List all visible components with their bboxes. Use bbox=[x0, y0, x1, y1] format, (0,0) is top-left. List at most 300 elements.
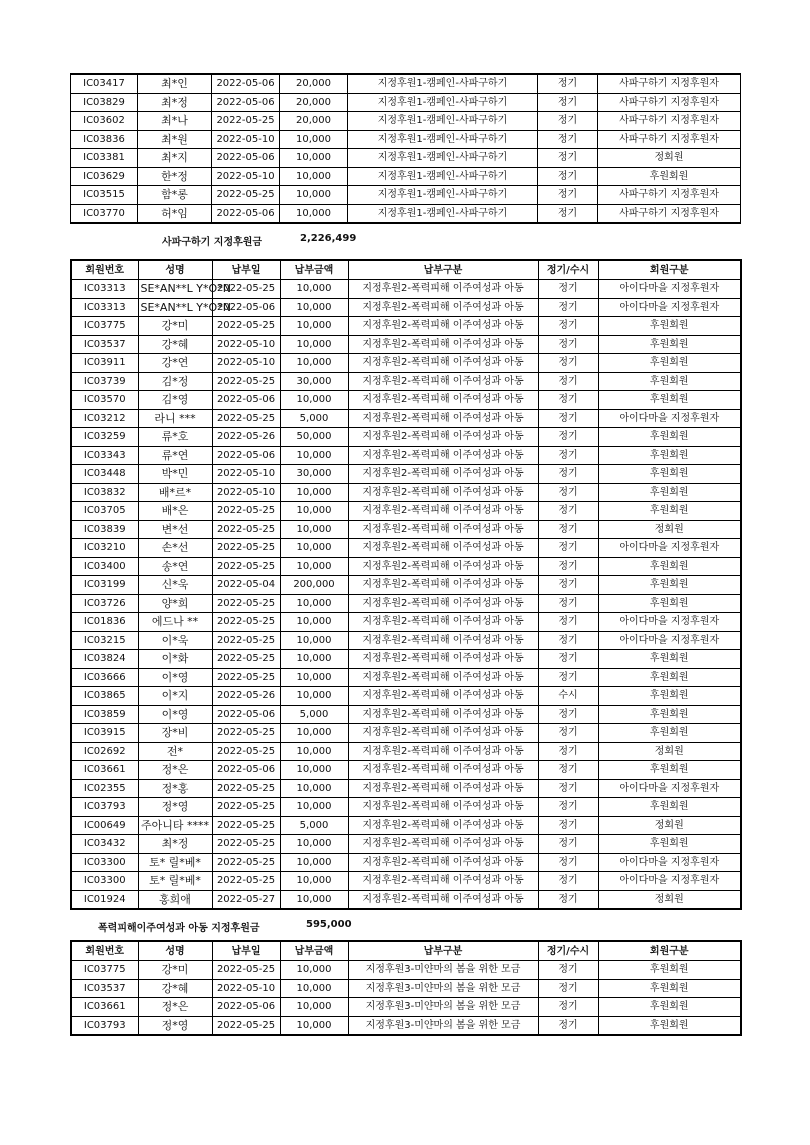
table-row bbox=[71, 539, 741, 558]
cell-date: 2022-05-25 bbox=[212, 779, 280, 798]
cell-date: 2022-05-27 bbox=[212, 890, 280, 909]
cell-member-id: IC03666 bbox=[71, 668, 138, 687]
cell-amount: 5,000 bbox=[280, 816, 348, 835]
header-member-id: 회원번호 bbox=[71, 941, 138, 961]
cell-amount: 10,000 bbox=[280, 853, 348, 872]
cell-member-id: IC03839 bbox=[71, 520, 138, 539]
cell-member-type: 후원회원 bbox=[598, 668, 741, 687]
cell-amount: 10,000 bbox=[280, 1016, 348, 1035]
cell-name: 전* bbox=[138, 742, 212, 761]
table-row bbox=[71, 93, 741, 112]
cell-date: 2022-05-25 bbox=[212, 668, 280, 687]
cell-amount: 10,000 bbox=[280, 687, 348, 706]
cell-frequency: 정기 bbox=[538, 576, 598, 595]
cell-member-id: IC03775 bbox=[71, 961, 138, 980]
table-row bbox=[71, 631, 741, 650]
table-row bbox=[71, 872, 741, 891]
table-row bbox=[71, 961, 741, 980]
cell-category: 지정후원2-폭력피해 이주여성과 아동 bbox=[348, 798, 538, 817]
cell-name: 이*지 bbox=[138, 687, 212, 706]
cell-frequency: 정기 bbox=[538, 167, 598, 186]
cell-name: 허*임 bbox=[138, 204, 212, 223]
cell-member-id: IC03865 bbox=[71, 687, 138, 706]
cell-category: 지정후원2-폭력피해 이주여성과 아동 bbox=[348, 446, 538, 465]
cell-category: 지정후원2-폭력피해 이주여성과 아동 bbox=[348, 705, 538, 724]
table-row bbox=[71, 204, 741, 223]
cell-member-id: IC03836 bbox=[71, 130, 138, 149]
cell-member-type: 후원회원 bbox=[598, 979, 741, 998]
cell-name: 함*롱 bbox=[138, 186, 212, 205]
table-row bbox=[71, 816, 741, 835]
donation-table-myanmar bbox=[70, 940, 742, 1036]
header-frequency: 정기/수시 bbox=[538, 941, 598, 961]
cell-date: 2022-05-06 bbox=[212, 204, 280, 223]
cell-amount: 50,000 bbox=[280, 428, 348, 447]
cell-member-id: IC03915 bbox=[71, 724, 138, 743]
cell-date: 2022-05-10 bbox=[212, 354, 280, 373]
cell-category: 지정후원2-폭력피해 이주여성과 아동 bbox=[348, 483, 538, 502]
cell-amount: 30,000 bbox=[280, 465, 348, 484]
cell-member-id: IC03793 bbox=[71, 1016, 138, 1035]
cell-category: 지정후원1-캠페인-사파구하기 bbox=[348, 130, 538, 149]
header-name: 성명 bbox=[138, 260, 212, 280]
cell-name: 이*영 bbox=[138, 668, 212, 687]
cell-member-id: IC03313 bbox=[71, 280, 138, 299]
table-row bbox=[71, 979, 741, 998]
cell-date: 2022-05-25 bbox=[212, 502, 280, 521]
cell-category: 지정후원2-폭력피해 이주여성과 아동 bbox=[348, 761, 538, 780]
cell-member-id: IC03824 bbox=[71, 650, 138, 669]
cell-frequency: 정기 bbox=[538, 779, 598, 798]
cell-member-id: IC03537 bbox=[71, 335, 138, 354]
table-row bbox=[71, 74, 741, 93]
cell-member-type: 후원회원 bbox=[598, 483, 741, 502]
cell-member-type: 아이다마을 지정후원자 bbox=[598, 280, 741, 299]
table-row bbox=[71, 613, 741, 632]
cell-name: 강*미 bbox=[138, 317, 212, 336]
cell-date: 2022-05-06 bbox=[212, 149, 280, 168]
cell-date: 2022-05-06 bbox=[212, 298, 280, 317]
table-row bbox=[71, 502, 741, 521]
cell-date: 2022-05-10 bbox=[212, 130, 280, 149]
cell-frequency: 수시 bbox=[538, 687, 598, 706]
cell-name: 류*호 bbox=[138, 428, 212, 447]
cell-date: 2022-05-04 bbox=[212, 576, 280, 595]
cell-member-id: IC03537 bbox=[71, 979, 138, 998]
cell-date: 2022-05-25 bbox=[212, 372, 280, 391]
cell-member-id: IC01924 bbox=[71, 890, 138, 909]
cell-member-type: 후원회원 bbox=[598, 724, 741, 743]
subtotal-value: 595,000 bbox=[306, 919, 352, 930]
cell-amount: 5,000 bbox=[280, 705, 348, 724]
table-body bbox=[71, 280, 741, 910]
table-row bbox=[71, 890, 741, 909]
cell-date: 2022-05-06 bbox=[212, 391, 280, 410]
cell-amount: 200,000 bbox=[280, 576, 348, 595]
table-row bbox=[71, 520, 741, 539]
cell-member-id: IC03829 bbox=[71, 93, 138, 112]
cell-member-type: 후원회원 bbox=[598, 761, 741, 780]
cell-category: 지정후원2-폭력피해 이주여성과 아동 bbox=[348, 687, 538, 706]
header-row bbox=[71, 941, 741, 961]
table-row bbox=[71, 853, 741, 872]
table-row bbox=[71, 149, 741, 168]
table-row bbox=[71, 354, 741, 373]
cell-name: 신*욱 bbox=[138, 576, 212, 595]
cell-name: 최*정 bbox=[138, 93, 212, 112]
cell-name: 최*원 bbox=[138, 130, 212, 149]
cell-category: 지정후원2-폭력피해 이주여성과 아동 bbox=[348, 317, 538, 336]
cell-date: 2022-05-25 bbox=[212, 835, 280, 854]
cell-member-id: IC03570 bbox=[71, 391, 138, 410]
cell-frequency: 정기 bbox=[538, 998, 598, 1017]
cell-name: 송*연 bbox=[138, 557, 212, 576]
cell-amount: 10,000 bbox=[280, 890, 348, 909]
cell-amount: 10,000 bbox=[280, 798, 348, 817]
cell-frequency: 정기 bbox=[538, 835, 598, 854]
cell-frequency: 정기 bbox=[538, 705, 598, 724]
cell-date: 2022-05-25 bbox=[212, 317, 280, 336]
cell-name: 에드나 ** bbox=[138, 613, 212, 632]
cell-date: 2022-05-06 bbox=[212, 446, 280, 465]
cell-amount: 10,000 bbox=[280, 594, 348, 613]
cell-name: 강*연 bbox=[138, 354, 212, 373]
cell-category: 지정후원2-폭력피해 이주여성과 아동 bbox=[348, 372, 538, 391]
cell-frequency: 정기 bbox=[538, 335, 598, 354]
cell-name: 배*은 bbox=[138, 502, 212, 521]
cell-category: 지정후원1-캠페인-사파구하기 bbox=[348, 186, 538, 205]
cell-member-id: IC03381 bbox=[71, 149, 138, 168]
table-header bbox=[71, 260, 741, 280]
cell-frequency: 정기 bbox=[538, 372, 598, 391]
cell-member-type: 후원회원 bbox=[598, 446, 741, 465]
cell-member-type: 사파구하기 지정후원자 bbox=[598, 186, 741, 205]
cell-member-type: 후원회원 bbox=[598, 502, 741, 521]
cell-member-type: 후원회원 bbox=[598, 576, 741, 595]
cell-category: 지정후원1-캠페인-사파구하기 bbox=[348, 204, 538, 223]
table-row bbox=[71, 668, 741, 687]
cell-amount: 10,000 bbox=[280, 130, 348, 149]
cell-date: 2022-05-25 bbox=[212, 112, 280, 131]
cell-name: 이*화 bbox=[138, 650, 212, 669]
table-row bbox=[71, 705, 741, 724]
cell-category: 지정후원3-미얀마의 봄을 위한 모금 bbox=[348, 998, 538, 1017]
cell-amount: 10,000 bbox=[280, 167, 348, 186]
cell-frequency: 정기 bbox=[538, 961, 598, 980]
cell-amount: 10,000 bbox=[280, 149, 348, 168]
cell-member-type: 후원회원 bbox=[598, 1016, 741, 1035]
cell-name: 최*나 bbox=[138, 112, 212, 131]
table-row bbox=[71, 391, 741, 410]
cell-frequency: 정기 bbox=[538, 650, 598, 669]
cell-amount: 10,000 bbox=[280, 335, 348, 354]
cell-amount: 10,000 bbox=[280, 317, 348, 336]
table-row bbox=[71, 186, 741, 205]
cell-name: 강*혜 bbox=[138, 979, 212, 998]
cell-member-type: 사파구하기 지정후원자 bbox=[598, 74, 741, 93]
table-row bbox=[71, 167, 741, 186]
cell-frequency: 정기 bbox=[538, 613, 598, 632]
cell-frequency: 정기 bbox=[538, 186, 598, 205]
cell-name: SE*AN**L Y*O*N bbox=[138, 298, 212, 317]
cell-amount: 20,000 bbox=[280, 93, 348, 112]
header-category: 납부구분 bbox=[348, 941, 538, 961]
cell-category: 지정후원2-폭력피해 이주여성과 아동 bbox=[348, 465, 538, 484]
table-row bbox=[71, 465, 741, 484]
cell-member-type: 사파구하기 지정후원자 bbox=[598, 112, 741, 131]
cell-category: 지정후원1-캠페인-사파구하기 bbox=[348, 112, 538, 131]
cell-amount: 30,000 bbox=[280, 372, 348, 391]
cell-frequency: 정기 bbox=[538, 280, 598, 299]
cell-member-id: IC03793 bbox=[71, 798, 138, 817]
cell-member-type: 아이다마을 지정후원자 bbox=[598, 409, 741, 428]
cell-frequency: 정기 bbox=[538, 557, 598, 576]
cell-frequency: 정기 bbox=[538, 761, 598, 780]
cell-member-id: IC03770 bbox=[71, 204, 138, 223]
cell-member-id: IC03448 bbox=[71, 465, 138, 484]
cell-category: 지정후원2-폭력피해 이주여성과 아동 bbox=[348, 816, 538, 835]
cell-name: 정*은 bbox=[138, 761, 212, 780]
cell-amount: 10,000 bbox=[280, 872, 348, 891]
cell-amount: 10,000 bbox=[280, 539, 348, 558]
cell-member-id: IC03705 bbox=[71, 502, 138, 521]
cell-member-type: 아이다마을 지정후원자 bbox=[598, 613, 741, 632]
cell-date: 2022-05-25 bbox=[212, 798, 280, 817]
cell-member-id: IC03400 bbox=[71, 557, 138, 576]
header-name: 성명 bbox=[138, 941, 212, 961]
cell-category: 지정후원2-폭력피해 이주여성과 아동 bbox=[348, 557, 538, 576]
cell-member-id: IC03775 bbox=[71, 317, 138, 336]
cell-amount: 10,000 bbox=[280, 186, 348, 205]
cell-category: 지정후원2-폭력피해 이주여성과 아동 bbox=[348, 650, 538, 669]
table-row bbox=[71, 483, 741, 502]
subtotal-value: 2,226,499 bbox=[300, 233, 357, 244]
cell-frequency: 정기 bbox=[538, 149, 598, 168]
cell-member-id: IC03215 bbox=[71, 631, 138, 650]
cell-amount: 10,000 bbox=[280, 502, 348, 521]
cell-member-type: 후원회원 bbox=[598, 354, 741, 373]
cell-frequency: 정기 bbox=[538, 816, 598, 835]
table-row bbox=[71, 280, 741, 299]
cell-name: 주아니타 **** bbox=[138, 816, 212, 835]
table-body bbox=[71, 74, 741, 223]
cell-frequency: 정기 bbox=[538, 93, 598, 112]
cell-name: 박*민 bbox=[138, 465, 212, 484]
table-row bbox=[71, 446, 741, 465]
cell-category: 지정후원2-폭력피해 이주여성과 아동 bbox=[348, 835, 538, 854]
cell-frequency: 정기 bbox=[538, 979, 598, 998]
table-row bbox=[71, 409, 741, 428]
cell-member-type: 후원회원 bbox=[598, 705, 741, 724]
cell-name: 최*지 bbox=[138, 149, 212, 168]
cell-frequency: 정기 bbox=[538, 204, 598, 223]
cell-date: 2022-05-06 bbox=[212, 705, 280, 724]
cell-amount: 10,000 bbox=[280, 668, 348, 687]
table-row bbox=[71, 779, 741, 798]
cell-category: 지정후원1-캠페인-사파구하기 bbox=[348, 93, 538, 112]
table-row bbox=[71, 557, 741, 576]
cell-category: 지정후원2-폭력피해 이주여성과 아동 bbox=[348, 724, 538, 743]
cell-frequency: 정기 bbox=[538, 298, 598, 317]
cell-date: 2022-05-10 bbox=[212, 465, 280, 484]
cell-name: 류*연 bbox=[138, 446, 212, 465]
header-frequency: 정기/수시 bbox=[538, 260, 598, 280]
cell-category: 지정후원2-폭력피해 이주여성과 아동 bbox=[348, 409, 538, 428]
cell-category: 지정후원2-폭력피해 이주여성과 아동 bbox=[348, 280, 538, 299]
cell-date: 2022-05-10 bbox=[212, 483, 280, 502]
cell-name: 한*정 bbox=[138, 167, 212, 186]
cell-date: 2022-05-25 bbox=[212, 872, 280, 891]
cell-amount: 10,000 bbox=[280, 979, 348, 998]
cell-member-type: 후원회원 bbox=[598, 998, 741, 1017]
cell-member-id: IC01836 bbox=[71, 613, 138, 632]
cell-frequency: 정기 bbox=[538, 409, 598, 428]
cell-category: 지정후원2-폭력피해 이주여성과 아동 bbox=[348, 298, 538, 317]
cell-category: 지정후원2-폭력피해 이주여성과 아동 bbox=[348, 631, 538, 650]
cell-frequency: 정기 bbox=[538, 354, 598, 373]
cell-frequency: 정기 bbox=[538, 317, 598, 336]
cell-name: 배*르* bbox=[138, 483, 212, 502]
cell-member-type: 아이다마을 지정후원자 bbox=[598, 539, 741, 558]
cell-amount: 10,000 bbox=[280, 280, 348, 299]
cell-member-id: IC03629 bbox=[71, 167, 138, 186]
cell-member-type: 후원회원 bbox=[598, 594, 741, 613]
cell-member-id: IC03726 bbox=[71, 594, 138, 613]
cell-member-type: 후원회원 bbox=[598, 961, 741, 980]
cell-amount: 10,000 bbox=[280, 483, 348, 502]
cell-date: 2022-05-25 bbox=[212, 409, 280, 428]
header-amount: 납부금액 bbox=[280, 260, 348, 280]
cell-member-type: 후원회원 bbox=[598, 687, 741, 706]
cell-date: 2022-05-10 bbox=[212, 979, 280, 998]
cell-amount: 10,000 bbox=[280, 613, 348, 632]
cell-date: 2022-05-25 bbox=[212, 853, 280, 872]
cell-member-id: IC03832 bbox=[71, 483, 138, 502]
cell-member-id: IC00649 bbox=[71, 816, 138, 835]
cell-frequency: 정기 bbox=[538, 112, 598, 131]
cell-category: 지정후원2-폭력피해 이주여성과 아동 bbox=[348, 594, 538, 613]
cell-frequency: 정기 bbox=[538, 539, 598, 558]
cell-name: 정*영 bbox=[138, 1016, 212, 1035]
cell-amount: 10,000 bbox=[280, 391, 348, 410]
cell-date: 2022-05-25 bbox=[212, 650, 280, 669]
cell-category: 지정후원2-폭력피해 이주여성과 아동 bbox=[348, 539, 538, 558]
header-member-type: 회원구분 bbox=[598, 260, 741, 280]
cell-member-type: 정회원 bbox=[598, 816, 741, 835]
cell-frequency: 정기 bbox=[538, 631, 598, 650]
cell-amount: 10,000 bbox=[280, 204, 348, 223]
cell-amount: 10,000 bbox=[280, 779, 348, 798]
cell-member-type: 아이다마을 지정후원자 bbox=[598, 853, 741, 872]
table-row bbox=[71, 372, 741, 391]
cell-category: 지정후원2-폭력피해 이주여성과 아동 bbox=[348, 520, 538, 539]
cell-name: 최*인 bbox=[138, 74, 212, 93]
table-row bbox=[71, 335, 741, 354]
cell-date: 2022-05-25 bbox=[212, 280, 280, 299]
cell-frequency: 정기 bbox=[538, 890, 598, 909]
cell-frequency: 정기 bbox=[538, 668, 598, 687]
cell-amount: 10,000 bbox=[280, 761, 348, 780]
cell-date: 2022-05-06 bbox=[212, 761, 280, 780]
cell-category: 지정후원3-미얀마의 봄을 위한 모금 bbox=[348, 979, 538, 998]
cell-name: 장*비 bbox=[138, 724, 212, 743]
table-row bbox=[71, 650, 741, 669]
table-row bbox=[71, 761, 741, 780]
cell-category: 지정후원3-미얀마의 봄을 위한 모금 bbox=[348, 961, 538, 980]
cell-member-type: 정회원 bbox=[598, 149, 741, 168]
table-row bbox=[71, 298, 741, 317]
cell-frequency: 정기 bbox=[538, 428, 598, 447]
cell-date: 2022-05-25 bbox=[212, 186, 280, 205]
donation-table-campaign bbox=[70, 73, 741, 224]
cell-member-id: IC03212 bbox=[71, 409, 138, 428]
cell-category: 지정후원2-폭력피해 이주여성과 아동 bbox=[348, 391, 538, 410]
cell-category: 지정후원2-폭력피해 이주여성과 아동 bbox=[348, 354, 538, 373]
cell-amount: 10,000 bbox=[280, 520, 348, 539]
cell-member-id: IC03661 bbox=[71, 998, 138, 1017]
header-date: 납부일 bbox=[212, 941, 280, 961]
cell-category: 지정후원2-폭력피해 이주여성과 아동 bbox=[348, 779, 538, 798]
cell-frequency: 정기 bbox=[538, 391, 598, 410]
cell-amount: 10,000 bbox=[280, 835, 348, 854]
cell-amount: 10,000 bbox=[280, 724, 348, 743]
cell-member-id: IC03515 bbox=[71, 186, 138, 205]
cell-member-type: 후원회원 bbox=[598, 835, 741, 854]
table-row bbox=[71, 1016, 741, 1035]
cell-amount: 10,000 bbox=[280, 631, 348, 650]
cell-member-type: 후원회원 bbox=[598, 335, 741, 354]
header-category: 납부구분 bbox=[348, 260, 538, 280]
cell-name: 강*혜 bbox=[138, 335, 212, 354]
cell-category: 지정후원2-폭력피해 이주여성과 아동 bbox=[348, 613, 538, 632]
cell-date: 2022-05-10 bbox=[212, 335, 280, 354]
table-row bbox=[71, 687, 741, 706]
cell-name: 김*정 bbox=[138, 372, 212, 391]
cell-category: 지정후원1-캠페인-사파구하기 bbox=[348, 74, 538, 93]
cell-frequency: 정기 bbox=[538, 74, 598, 93]
cell-date: 2022-05-25 bbox=[212, 594, 280, 613]
cell-category: 지정후원2-폭력피해 이주여성과 아동 bbox=[348, 428, 538, 447]
cell-name: 이*영 bbox=[138, 705, 212, 724]
table-header bbox=[71, 941, 741, 961]
donation-table-women-children bbox=[70, 259, 742, 910]
cell-member-id: IC03313 bbox=[71, 298, 138, 317]
cell-member-type: 아이다마을 지정후원자 bbox=[598, 298, 741, 317]
cell-frequency: 정기 bbox=[538, 130, 598, 149]
cell-category: 지정후원1-캠페인-사파구하기 bbox=[348, 167, 538, 186]
cell-member-id: IC03417 bbox=[71, 74, 138, 93]
cell-frequency: 정기 bbox=[538, 1016, 598, 1035]
cell-frequency: 정기 bbox=[538, 594, 598, 613]
cell-member-type: 후원회원 bbox=[598, 372, 741, 391]
cell-date: 2022-05-25 bbox=[212, 520, 280, 539]
cell-member-type: 후원회원 bbox=[598, 167, 741, 186]
cell-date: 2022-05-25 bbox=[212, 1016, 280, 1035]
cell-frequency: 정기 bbox=[538, 483, 598, 502]
cell-member-type: 아이다마을 지정후원자 bbox=[598, 872, 741, 891]
cell-category: 지정후원2-폭력피해 이주여성과 아동 bbox=[348, 668, 538, 687]
cell-frequency: 정기 bbox=[538, 724, 598, 743]
cell-name: 손*선 bbox=[138, 539, 212, 558]
table-row bbox=[71, 130, 741, 149]
cell-category: 지정후원1-캠페인-사파구하기 bbox=[348, 149, 538, 168]
cell-frequency: 정기 bbox=[538, 798, 598, 817]
cell-date: 2022-05-25 bbox=[212, 724, 280, 743]
subtotal-label: 폭력피해이주여성과 아동 지정후원금 bbox=[98, 923, 260, 934]
cell-date: 2022-05-25 bbox=[212, 631, 280, 650]
cell-member-id: IC03661 bbox=[71, 761, 138, 780]
cell-member-type: 후원회원 bbox=[598, 428, 741, 447]
